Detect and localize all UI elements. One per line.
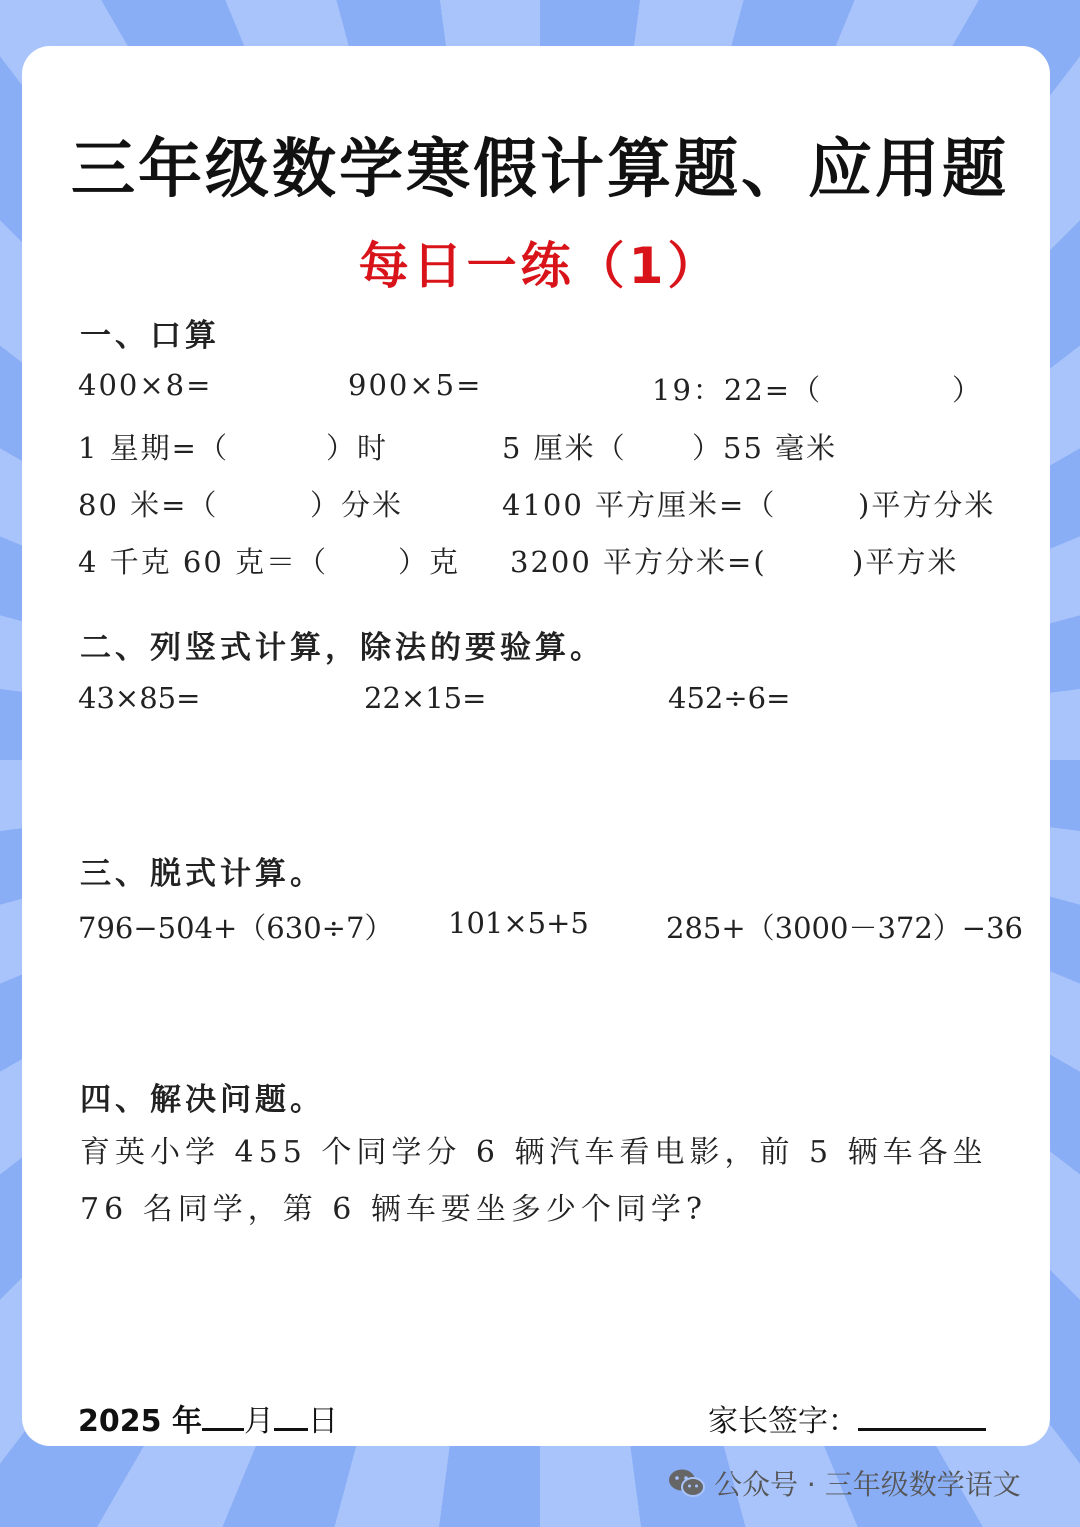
oral-item: 400×8= xyxy=(78,368,213,402)
stepwise-item: 796−504+（630÷7） xyxy=(78,911,394,945)
oral-item: ）时 xyxy=(326,431,389,465)
oral-item: 900×5= xyxy=(348,368,483,402)
wechat-icon xyxy=(668,1468,706,1498)
date-line xyxy=(78,1396,338,1440)
day-blank xyxy=(274,1402,308,1431)
signature-blank xyxy=(858,1402,986,1431)
section-stepwise-heading: 三、脱式计算。 xyxy=(80,856,325,892)
vertical-item: 43×85= xyxy=(78,681,201,715)
section-problem-heading: 四、解决问题。 xyxy=(80,1082,325,1118)
section-vertical-heading: 二、列竖式计算，除法的要验算。 xyxy=(80,630,605,666)
watermark xyxy=(668,1463,1021,1503)
oral-item: ）分米 xyxy=(310,488,404,522)
oral-item: 1 星期=（ xyxy=(78,431,229,465)
date-month: 月 xyxy=(243,1404,274,1439)
parent-sign-label: 家长签字： xyxy=(708,1404,858,1439)
parent-signature-line xyxy=(708,1396,986,1440)
stepwise-item: 285+（3000－372）−36 xyxy=(666,911,1024,945)
section-oral-heading: 一、口算 xyxy=(80,318,220,354)
vertical-item: 452÷6= xyxy=(668,681,791,715)
oral-item: )平方分米 xyxy=(858,488,996,522)
oral-item: ）55 毫米 xyxy=(692,431,838,465)
oral-item: 19：22=（ xyxy=(652,373,823,407)
watermark-text: 公众号 · 三年级数学语文 xyxy=(714,1468,1021,1501)
month-blank xyxy=(202,1402,244,1431)
oral-item: 5 厘米（ xyxy=(502,431,627,465)
oral-item: )平方米 xyxy=(852,545,959,579)
stepwise-item: 101×5+5 xyxy=(448,906,589,940)
oral-item: 3200 平方分米=( xyxy=(510,545,767,579)
oral-item: 80 米=（ xyxy=(78,488,219,522)
oral-item: 4100 平方厘米=（ xyxy=(502,488,777,522)
oral-item: ） xyxy=(952,373,984,407)
word-problem: 育英小学 455 个同学分 6 辆汽车看电影，前 5 辆车各坐 76 名同学，第 6 辆车要坐多少个同学? xyxy=(80,1135,988,1227)
page-subtitle: 每日一练（1） xyxy=(358,237,722,295)
page-title: 三年级数学寒假计算题、应用题 xyxy=(71,133,1009,207)
date-year: 2025 年 xyxy=(78,1404,202,1439)
oral-item: ）克 xyxy=(398,545,461,579)
vertical-item: 22×15= xyxy=(364,681,487,715)
date-day: 日 xyxy=(307,1404,338,1439)
oral-item: 4 千克 60 克＝（ xyxy=(78,545,329,579)
